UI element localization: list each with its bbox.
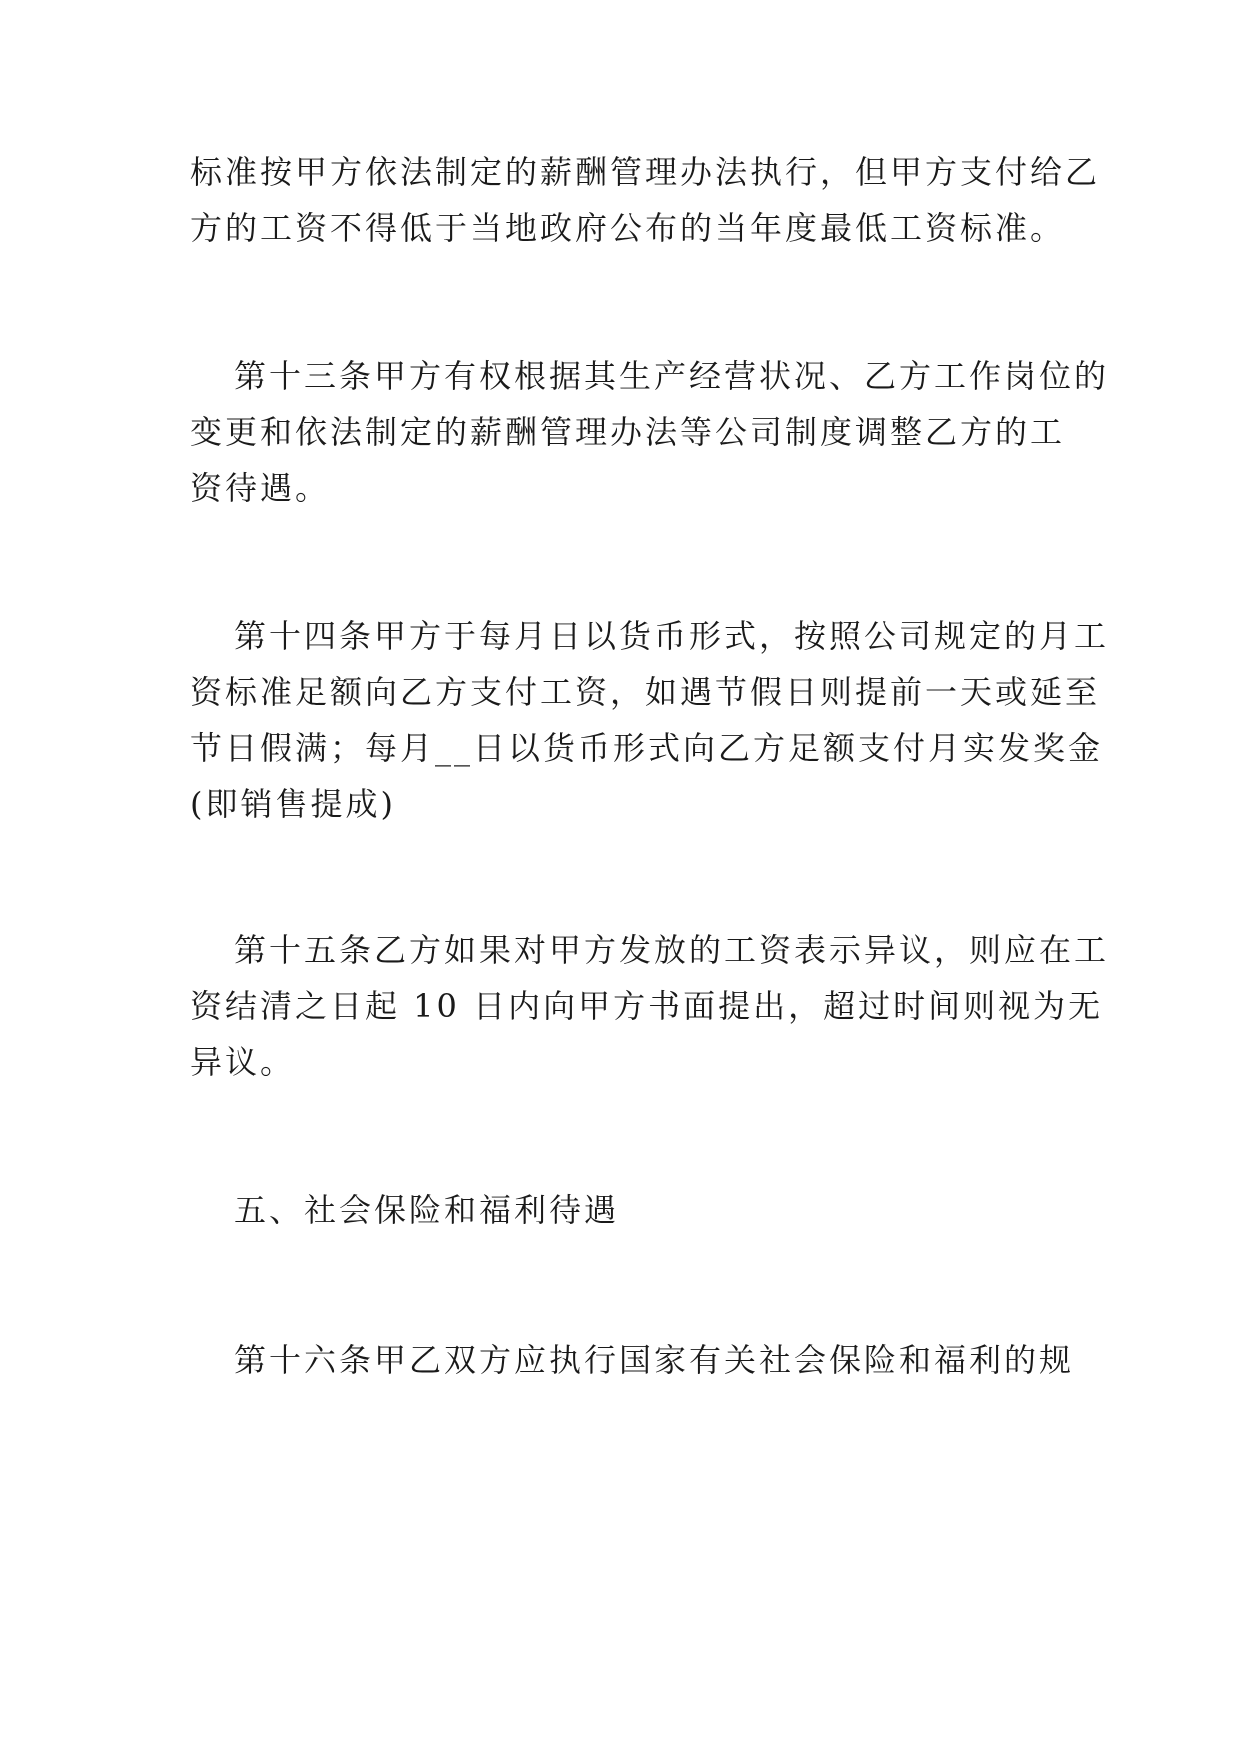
article-15-line-3: 异议。	[190, 1043, 296, 1081]
article-16-line-1: 第十六条甲乙双方应执行国家有关社会保险和福利的规	[234, 1341, 1075, 1379]
article-14-line-3: 节日假满；每月__日以货币形式向乙方足额支付月实发奖金	[190, 729, 1104, 767]
article-13-line-1: 第十三条甲方有权根据其生产经营状况、乙方工作岗位的	[234, 357, 1110, 395]
paragraph-1-line-1: 标准按甲方依法制定的薪酬管理办法执行，但甲方支付给乙	[190, 153, 1101, 191]
article-13-line-2: 变更和依法制定的薪酬管理办法等公司制度调整乙方的工	[190, 413, 1066, 451]
paragraph-1-line-2: 方的工资不得低于当地政府公布的当年度最低工资标准。	[190, 209, 1066, 247]
article-15-line-1: 第十五条乙方如果对甲方发放的工资表示异议，则应在工	[234, 931, 1110, 969]
article-15-line-2: 资结清之日起 10 日内向甲方书面提出，超过时间则视为无	[190, 987, 1104, 1025]
article-14-line-1: 第十四条甲方于每月日以货币形式，按照公司规定的月工	[234, 617, 1110, 655]
article-14-line-4: (即销售提成)	[190, 785, 396, 823]
section-5-heading: 五、社会保险和福利待遇	[234, 1191, 620, 1229]
article-14-line-2: 资标准足额向乙方支付工资，如遇节假日则提前一天或延至	[190, 673, 1101, 711]
article-13-line-3: 资待遇。	[190, 469, 331, 507]
